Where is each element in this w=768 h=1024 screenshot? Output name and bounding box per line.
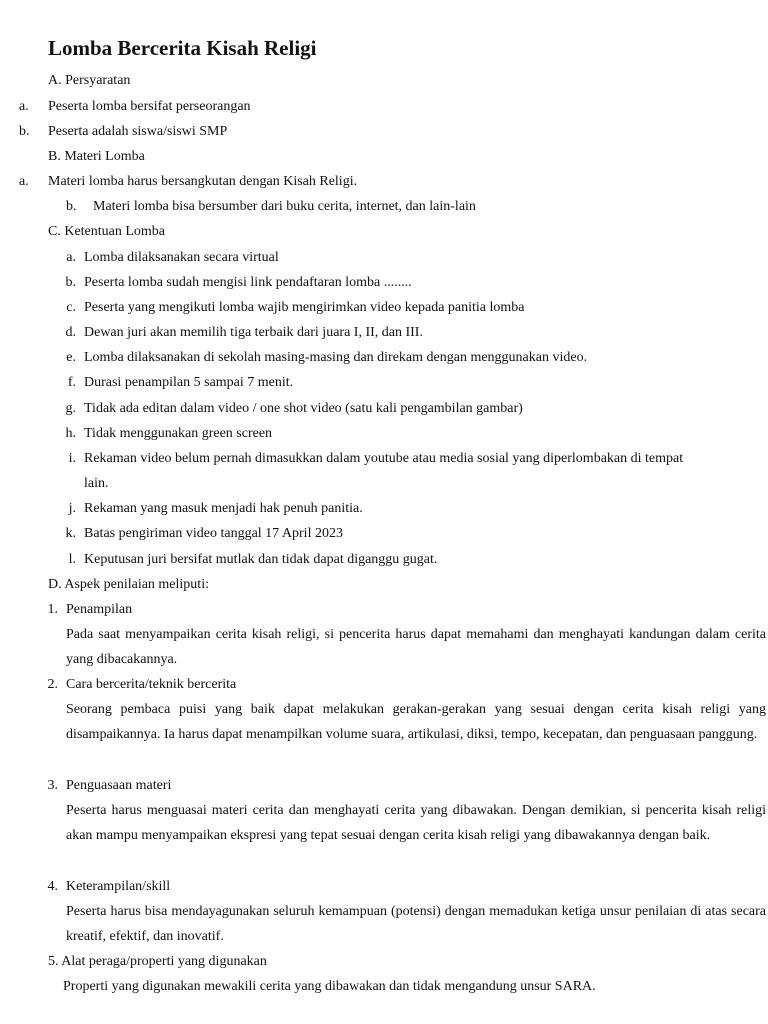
list-item — [0, 94, 768, 119]
list-text: Peserta adalah siswa/siswi SMP — [48, 124, 228, 139]
list-item — [0, 270, 768, 295]
list-marker: f. — [67, 375, 76, 390]
list-marker: l. — [68, 552, 76, 567]
list-text: Peserta lomba bersifat perseorangan — [48, 99, 251, 114]
section-heading-c: C. Ketentuan Lomba — [48, 224, 166, 239]
list-item — [0, 245, 768, 270]
page-title: Lomba Bercerita Kisah Religi — [48, 36, 317, 60]
paragraph: Pada saat menyampaikan cerita kisah religi, si pencerita harus dapat memahami dan menghayati kandungan dalam cerita yang dibacakannya. — [66, 627, 766, 668]
list-marker: d. — [65, 325, 76, 340]
list-text: Materi lomba harus bersangkutan dengan Kisah Religi. — [48, 174, 358, 189]
list-item — [0, 345, 768, 370]
list-item — [0, 672, 768, 697]
list-marker: e. — [66, 350, 76, 365]
list-text: Lomba dilaksanakan di sekolah masing-masing dan direkam dengan menggunakan video. — [84, 350, 588, 365]
list-item — [0, 446, 768, 471]
list-text: Rekaman video belum pernah dimasukkan dalam youtube atau media sosial yang diperlombakan di tempat — [84, 451, 684, 466]
list-marker: b. — [19, 124, 30, 139]
list-item — [0, 194, 768, 219]
paragraph: Peserta harus menguasai materi cerita dan menghayati cerita yang dibawakan. Dengan demikian, si pencerita kisah religi akan mampu menyampaikan ekspresi yang tepat sesuai dengan cerita kisah religi yang dibawakannya dengan baik. — [66, 803, 766, 844]
list-item — [0, 421, 768, 446]
list-item — [0, 773, 768, 798]
list-marker: 1. — [47, 602, 58, 617]
list-item — [0, 521, 768, 546]
list-label: Keterampilan/skill — [66, 879, 171, 894]
list-text: Rekaman yang masuk menjadi hak penuh panitia. — [84, 501, 363, 516]
list-marker: i. — [68, 451, 76, 466]
list-item — [0, 496, 768, 521]
list-text: Dewan juri akan memilih tiga terbaik dari juara I, II, dan III. — [84, 325, 423, 340]
list-marker: g. — [65, 401, 76, 416]
section-heading-a: A. Persyaratan — [48, 73, 131, 88]
paragraph: Properti yang digunakan mewakili cerita yang dibawakan dan tidak mengandung unsur SARA. — [63, 979, 596, 994]
list-text: Keputusan juri bersifat mutlak dan tidak dapat diganggu gugat. — [84, 552, 438, 567]
list-marker: 3. — [47, 778, 58, 793]
list-text: Batas pengiriman video tanggal 17 April 2023 — [84, 526, 343, 541]
list-marker: a. — [19, 99, 29, 114]
paragraph: Peserta harus bisa mendayagunakan seluruh kemampuan (potensi) dengan memadukan ketiga unsur penilaian di atas secara kreatif, efektif, dan inovatif. — [66, 904, 766, 945]
list-label: Cara bercerita/teknik bercerita — [66, 677, 237, 692]
list-item — [0, 370, 768, 395]
list-item — [0, 295, 768, 320]
list-item — [0, 320, 768, 345]
list-item — [0, 119, 768, 144]
list-marker: 4. — [47, 879, 58, 894]
list-marker: h. — [65, 426, 76, 441]
list-text: Durasi penampilan 5 sampai 7 menit. — [84, 375, 294, 390]
list-marker: b. — [66, 199, 77, 214]
list-text: Tidak menggunakan green screen — [84, 426, 273, 441]
paragraph: Seorang pembaca puisi yang baik dapat melakukan gerakan-gerakan yang sesuai dengan cerita kisah religi yang disampaikannya. Ia harus dapat menampilkan volume suara, artikulasi, diksi, tempo, kecepatan, dan penguasaan panggung. — [66, 702, 766, 743]
section-heading-d: D. Aspek penilaian meliputi: — [48, 577, 209, 592]
list-marker: j. — [68, 501, 76, 516]
list-marker: a. — [66, 250, 76, 265]
list-text: Peserta lomba sudah mengisi link pendaftaran lomba ........ — [84, 275, 412, 290]
list-marker: 2. — [47, 677, 58, 692]
list-marker: k. — [65, 526, 76, 541]
section-heading-b: B. Materi Lomba — [48, 149, 145, 164]
list-text: Lomba dilaksanakan secara virtual — [84, 250, 279, 265]
list-item — [0, 169, 768, 194]
list-marker: a. — [19, 174, 29, 189]
list-item — [0, 547, 768, 572]
list-item — [0, 874, 768, 899]
list-text: Tidak ada editan dalam video / one shot video (satu kali pengambilan gambar) — [84, 401, 523, 416]
list-label: Penampilan — [66, 602, 133, 617]
list-item — [0, 597, 768, 622]
list-marker: c. — [66, 300, 76, 315]
list-item-continuation — [0, 471, 768, 496]
list-item — [0, 396, 768, 421]
list-text: Peserta yang mengikuti lomba wajib mengirimkan video kepada panitia lomba — [84, 300, 525, 315]
list-text: Materi lomba bisa bersumber dari buku cerita, internet, dan lain-lain — [93, 199, 476, 214]
list-label: 5. Alat peraga/properti yang digunakan — [48, 954, 267, 969]
list-text: lain. — [84, 476, 109, 491]
list-marker: b. — [65, 275, 76, 290]
list-label: Penguasaan materi — [66, 778, 172, 793]
